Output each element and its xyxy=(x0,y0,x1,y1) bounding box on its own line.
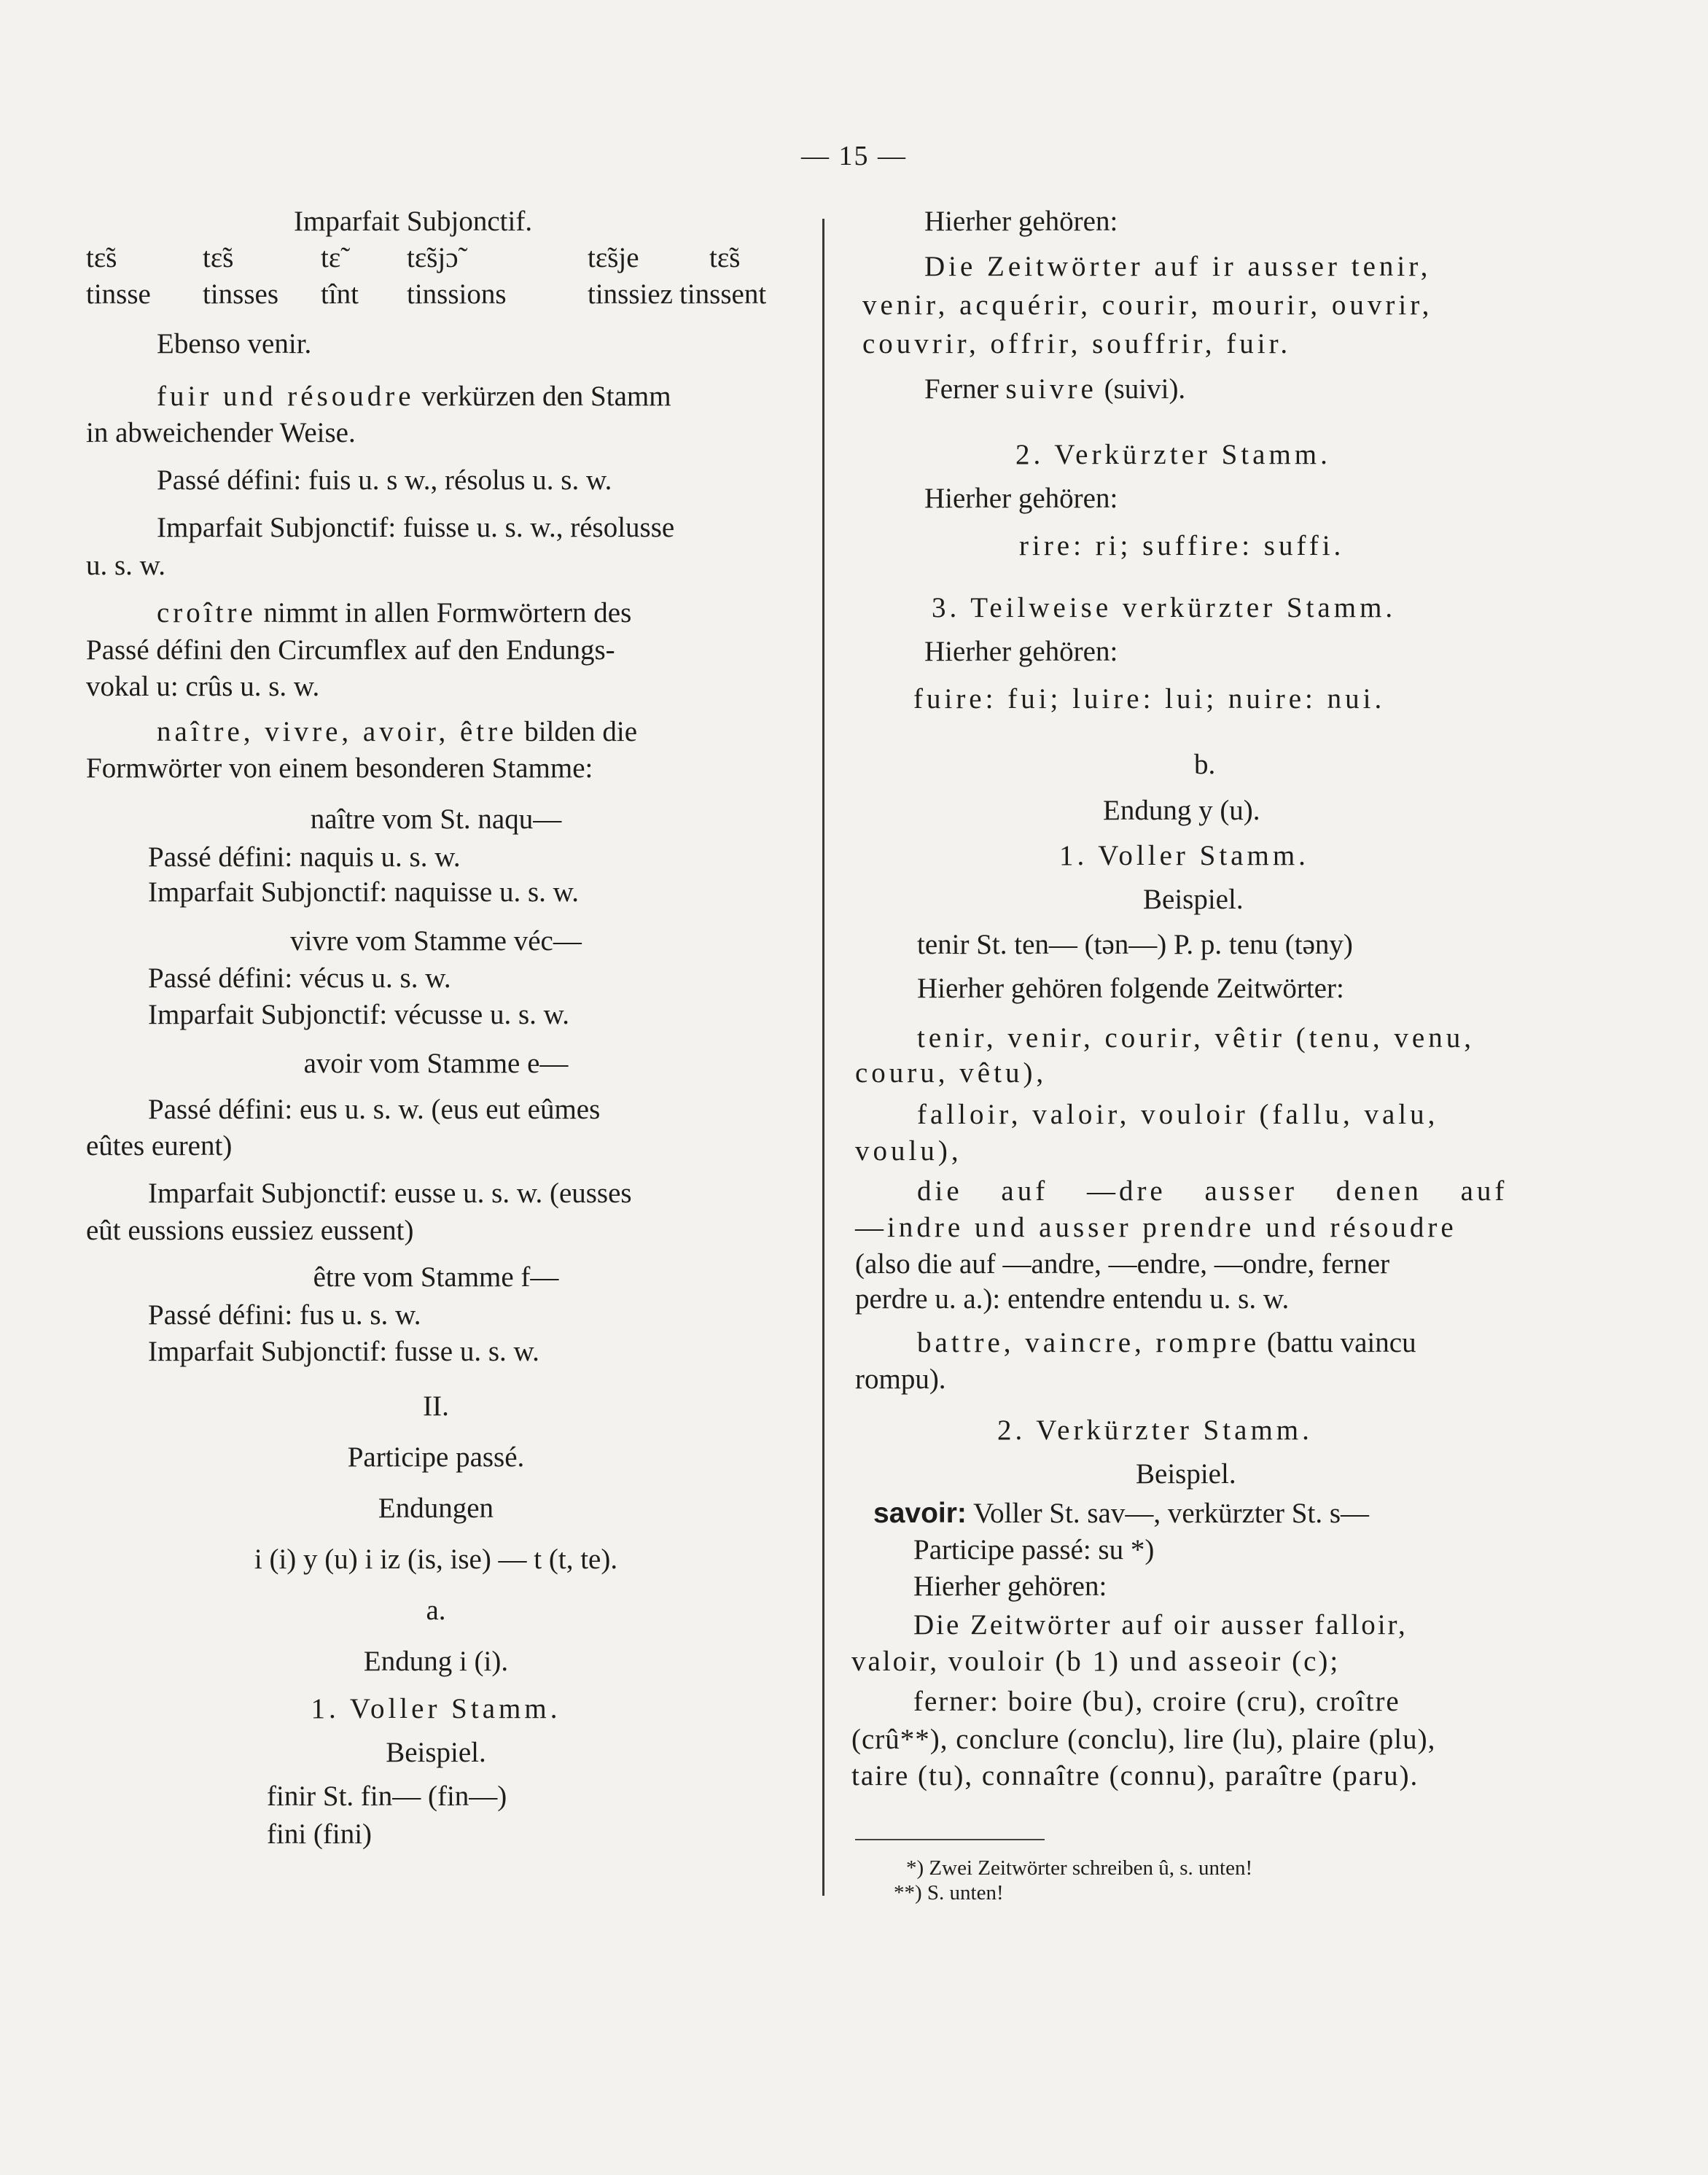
subheading: 3. Teilweise verkürzter Stamm. xyxy=(932,592,1397,623)
text-line: in abweichender Weise. xyxy=(86,417,356,448)
column-divider xyxy=(822,219,824,1896)
text-line: i (i) y (u) i iz (is, ise) — t (t, te). xyxy=(254,1544,618,1575)
subheading: Endung y (u). xyxy=(1103,795,1260,826)
text-line: fuire: fui; luire: lui; nuire: nui. xyxy=(913,683,1386,715)
text-line: ferner: boire (bu), croire (cru), croître xyxy=(913,1686,1400,1717)
subheading: Beispiel. xyxy=(1136,1458,1236,1490)
text-line: tenir, venir, courir, vêtir (tenu, venu, xyxy=(917,1022,1475,1054)
text-line: eûtes eurent) xyxy=(86,1130,233,1162)
subheading: 1. Voller Stamm. xyxy=(1059,840,1309,871)
text-line: Imparfait Subjonctif: eusse u. s. w. (eusses xyxy=(148,1178,632,1209)
subheading: Endungen xyxy=(378,1493,494,1524)
subsection-label: b. xyxy=(1194,749,1216,780)
text-line: die auf —dre ausser denen auf xyxy=(917,1175,1508,1207)
subheading: être vom Stamme f— xyxy=(313,1261,559,1293)
text-line: falloir, valoir, vouloir (fallu, valu, xyxy=(917,1099,1439,1130)
subheading: naître vom St. naqu— xyxy=(310,804,562,835)
text-line: eût eussions eussiez eussent) xyxy=(86,1215,414,1246)
subheading: Beispiel. xyxy=(1143,884,1244,915)
text-line: Hierher gehören: xyxy=(913,1571,1107,1602)
text-line: Passé défini: eus u. s. w. (eus eut eûmes xyxy=(148,1094,601,1125)
text-line: Imparfait Subjonctif: naquisse u. s. w. xyxy=(148,876,580,908)
text-line: Passé défini: naquis u. s. w. xyxy=(148,841,461,873)
heading-imparfait-subjonctif: Imparfait Subjonctif. xyxy=(294,206,533,237)
text-line: couru, vêtu), xyxy=(855,1057,1048,1089)
text-line: Passé défini: vécus u. s. w. xyxy=(148,962,451,994)
section-heading: II. xyxy=(423,1390,449,1422)
text-line: battre, vaincre, rompre (battu vaincu xyxy=(917,1327,1416,1358)
text-line: tenir St. ten— (tən—) P. p. tenu (təny) xyxy=(917,929,1353,960)
text-line: fini (fini) xyxy=(267,1818,373,1850)
text-line: taire (tu), connaître (connu), paraître (paru). xyxy=(851,1760,1419,1791)
section-title: Participe passé. xyxy=(347,1441,525,1473)
text-line: Die Zeitwörter auf ir ausser tenir, xyxy=(924,251,1432,282)
text-line: Hierher gehören: xyxy=(924,636,1118,667)
text-line: voulu), xyxy=(855,1135,962,1167)
text-line: perdre u. a.): entendre entendu u. s. w. xyxy=(855,1283,1290,1315)
text-line: Formwörter von einem besonderen Stamme: xyxy=(86,752,593,784)
text-line: Imparfait Subjonctif: fusse u. s. w. xyxy=(148,1336,539,1367)
text-line: Die Zeitwörter auf oir ausser falloir, xyxy=(913,1609,1408,1641)
subheading: vivre vom Stamme véc— xyxy=(290,925,582,957)
text-line: Passé défini: fuis u. s w., résolus u. s. w. xyxy=(157,464,612,496)
page-number: — 15 — xyxy=(801,141,907,171)
text-line: Ferner suivre (suivi). xyxy=(924,373,1186,405)
text-line: Imparfait Subjonctif: fuisse u. s. w., résolusse xyxy=(157,512,675,543)
text-line: naître, vivre, avoir, être bilden die xyxy=(157,716,638,747)
subheading: avoir vom Stamme e— xyxy=(303,1048,569,1079)
text-line: —indre und ausser prendre und résoudre xyxy=(855,1212,1457,1243)
text-line: u. s. w. xyxy=(86,550,166,581)
text-line: rompu). xyxy=(855,1363,946,1395)
text-line: valoir, vouloir (b 1) und asseoir (c); xyxy=(851,1646,1341,1677)
subheading: Beispiel. xyxy=(386,1737,486,1768)
text-line: (also die auf —andre, —endre, —ondre, ferner xyxy=(855,1248,1390,1280)
text-line: finir St. fin— (fin—) xyxy=(267,1781,507,1812)
text-line: Imparfait Subjonctif: vécusse u. s. w. xyxy=(148,999,570,1030)
text-line: Passé défini den Circumflex auf den Endungs- xyxy=(86,634,615,666)
text-line: vokal u: crûs u. s. w. xyxy=(86,671,320,702)
subheading: 2. Verkürzter Stamm. xyxy=(1015,439,1331,470)
text-line: Hierher gehören folgende Zeitwörter: xyxy=(917,973,1344,1004)
subheading: 1. Voller Stamm. xyxy=(311,1693,561,1724)
text-line: Passé défini: fus u. s. w. xyxy=(148,1299,421,1331)
text-line: croître nimmt in allen Formwörtern des xyxy=(157,597,632,629)
subheading: 2. Verkürzter Stamm. xyxy=(997,1415,1313,1446)
subsection-label: a. xyxy=(426,1595,446,1626)
text-line: Ebenso venir. xyxy=(157,328,312,359)
text-line: rire: ri; suffire: suffi. xyxy=(1019,530,1345,561)
subheading: Endung i (i). xyxy=(363,1646,509,1677)
text-line: fuir und résoudre verkürzen den Stamm xyxy=(157,381,671,412)
text-line: Hierher gehören: xyxy=(924,206,1118,237)
footnote-rule xyxy=(855,1839,1045,1840)
text-line: savoir: Voller St. sav—, verkürzter St. s— xyxy=(873,1498,1369,1529)
text-line: venir, acquérir, courir, mourir, ouvrir, xyxy=(862,289,1433,321)
text-line: couvrir, offrir, souffrir, fuir. xyxy=(862,328,1292,359)
footnote: *) Zwei Zeitwörter schreiben û, s. unten! xyxy=(906,1856,1253,1880)
text-line: (crû**), conclure (conclu), lire (lu), plaire (plu), xyxy=(851,1724,1436,1755)
text-line: Hierher gehören: xyxy=(924,483,1118,514)
footnote: **) S. unten! xyxy=(894,1881,1004,1904)
text-line: Participe passé: su *) xyxy=(913,1534,1155,1565)
